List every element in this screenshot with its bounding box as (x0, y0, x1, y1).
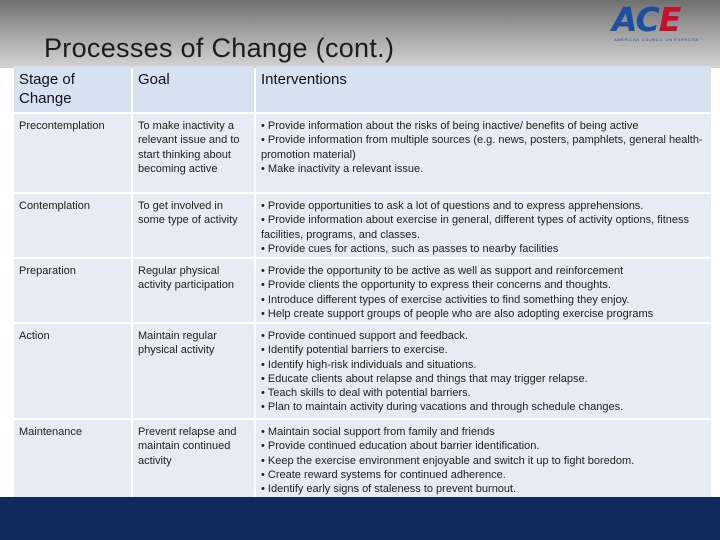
slide-title: Processes of Change (cont.) (44, 33, 395, 63)
intervention-item: • Plan to maintain activity during vacations and through schedule changes. (261, 401, 624, 414)
footer-bar (0, 497, 720, 540)
stage-cell: Maintenance (14, 420, 131, 498)
intervention-item: • Provide information about exercise in general, different types of activity options, fitness facilities, programs, and classes. (261, 214, 689, 241)
goal-cell: Prevent relapse and maintain continued activity (133, 420, 254, 498)
processes-table (14, 66, 707, 498)
intervention-item: • Provide information about the risks of being inactive/ benefits of being active (261, 120, 639, 132)
interventions-cell (256, 420, 711, 498)
interventions-cell (256, 114, 711, 192)
goal-cell: Regular physical activity participation (133, 259, 254, 322)
intervention-item: • Provide continued education about barrier identification. (261, 440, 540, 453)
intervention-item: • Identify high-risk individuals and situations. (261, 358, 477, 371)
intervention-item: • Provide continued support and feedback. (261, 330, 468, 342)
header-stage: Stage of Change (14, 66, 131, 112)
intervention-item: • Provide information from multiple sources (e.g. news, posters, pamphlets, general health-promotion material) (261, 134, 703, 161)
intervention-item: • Provide cues for actions, such as passes to nearby facilities (261, 242, 559, 255)
interventions-cell (256, 259, 711, 322)
intervention-item: • Keep the exercise environment enjoyable and switch it up to fight boredom. (261, 454, 635, 467)
intervention-item: • Provide clients the opportunity to express their concerns and thoughts. (261, 279, 611, 292)
interventions-cell (256, 324, 711, 418)
header-interventions: Interventions (256, 66, 711, 112)
goal-cell: To make inactivity a relevant issue and to start thinking about becoming active (133, 114, 254, 192)
intervention-item: • Teach skills to deal with potential barriers. (261, 387, 471, 400)
intervention-item: • Provide opportunities to ask a lot of questions and to express apprehensions. (261, 200, 644, 212)
intervention-item: • Identify early signs of staleness to prevent burnout. (261, 483, 517, 496)
intervention-item: • Provide the opportunity to be active as well as support and reinforcement (261, 265, 624, 277)
intervention-item: • Make inactivity a relevant issue. (261, 162, 424, 175)
ace-logo-text: ACE (612, 0, 681, 39)
intervention-item: • Create reward systems for continued adherence. (261, 468, 506, 481)
intervention-item: • Identify potential barriers to exercise. (261, 344, 448, 357)
goal-cell: To get involved in some type of activity (133, 194, 254, 257)
stage-cell: Contemplation (14, 194, 131, 257)
ace-logo (612, 0, 716, 44)
goal-cell: Maintain regular physical activity (133, 324, 254, 418)
ace-logo-tagline: AMERICAN COUNCIL ON EXERCISE (614, 37, 700, 42)
header-goal: Goal (133, 66, 254, 112)
stage-cell: Precontemplation (14, 114, 131, 192)
intervention-item: • Introduce different types of exercise activities to find something they enjoy. (261, 293, 630, 306)
intervention-item: • Maintain social support from family and friends (261, 426, 495, 438)
stage-cell: Preparation (14, 259, 131, 322)
interventions-cell (256, 194, 711, 257)
intervention-item: • Help create support groups of people who are also adopting exercise programs (261, 307, 654, 320)
intervention-item: • Educate clients about relapse and things that may trigger relapse. (261, 372, 588, 385)
stage-cell: Action (14, 324, 131, 418)
